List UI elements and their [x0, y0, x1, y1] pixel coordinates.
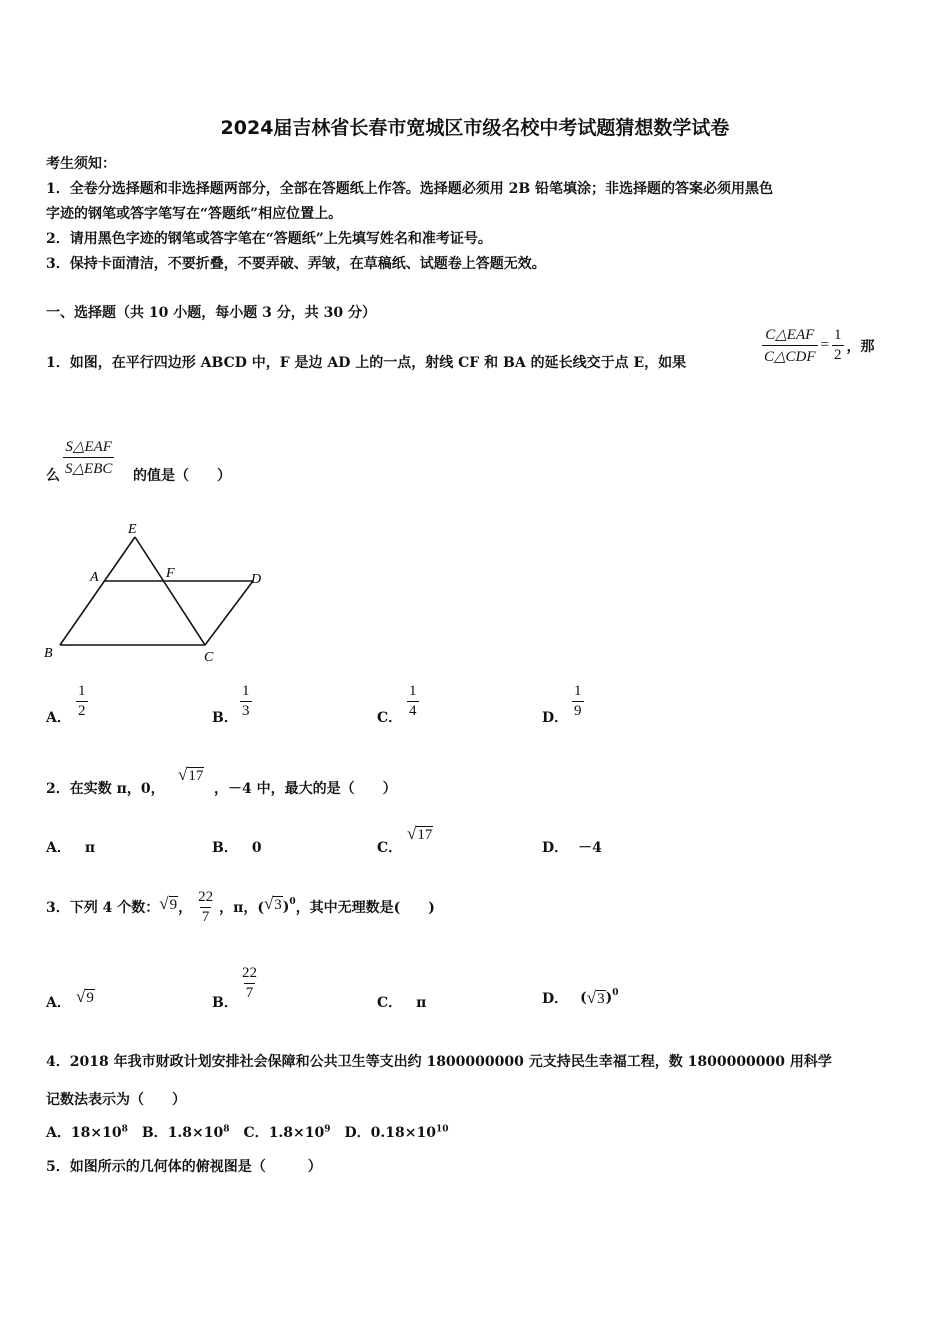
q3-option-d-exponent: 0	[612, 988, 619, 998]
q2-pre: 2．在实数 π，0，	[46, 781, 165, 797]
q1-option-d-fraction[interactable]	[572, 683, 584, 720]
q1-option-d-denominator: 9	[574, 703, 582, 719]
q1-option-b-numerator: 1	[242, 683, 250, 699]
q3-option-a-label: A．	[46, 995, 71, 1011]
q2-option-c-radicand: 17	[417, 827, 433, 843]
q1-line2-post: 的值是（ ）	[133, 468, 231, 484]
q1-ratio-fraction	[762, 325, 818, 366]
q3-post: ，其中无理数是( )	[295, 900, 435, 916]
q4-option-a-exp: 8	[121, 1124, 128, 1135]
q1-option-c-label: C．	[377, 710, 403, 726]
label-d: D	[251, 572, 262, 587]
q2-option-a-value: π	[84, 840, 96, 856]
q2-option-c-label: C．	[377, 840, 403, 856]
q4-option-c-exp: 9	[324, 1124, 331, 1135]
q3-option-c-value: π	[416, 995, 427, 1011]
q3-close: )	[282, 899, 290, 915]
label-c: C	[204, 650, 214, 665]
q1-parallelogram-figure	[40, 515, 280, 665]
q3-option-d-open: (	[580, 990, 587, 1006]
q4-option-d-base: 0.18×10	[370, 1125, 436, 1141]
q1-option-a-label: A．	[46, 710, 71, 726]
q2-option-d-label: D．	[542, 840, 569, 856]
q4-option-b-exp: 8	[223, 1124, 230, 1135]
q3-fraction-denominator: 7	[201, 908, 210, 925]
q1-option-d-label: D．	[542, 710, 569, 726]
q5-text: 5．如图所示的几何体的俯视图是（ ）	[46, 1159, 322, 1175]
q4-line-1: 4．2018 年我市财政计划安排社会保障和公共卫生等支出约 1800000000 元支持民生幸福工程，数 1800000000 用科学	[46, 1054, 832, 1070]
q4-option-b-label: B．	[141, 1125, 168, 1141]
q1-half-fraction	[832, 327, 844, 364]
q3-option-d[interactable]: D． ( √ 3 ) $^0$	[542, 987, 619, 1007]
q1-option-b-label: B．	[212, 710, 238, 726]
q4-option-a-base: 18×10	[70, 1125, 122, 1141]
q2-option-b[interactable]	[212, 837, 262, 857]
q1-option-c-numerator: 1	[409, 683, 417, 699]
q4-option-c[interactable]	[244, 1122, 331, 1142]
q1-line2-pre: 么	[46, 468, 60, 484]
q4-option-a-label: A．	[46, 1125, 71, 1141]
q4-option-d[interactable]	[345, 1122, 449, 1142]
q2-option-a[interactable]	[46, 837, 95, 857]
q2-option-a-label: A．	[46, 840, 71, 856]
q1-option-a-numerator: 1	[78, 683, 86, 699]
q3-option-a-sqrt[interactable]: √ 9	[76, 987, 94, 1006]
q3-option-d-label: D．	[542, 991, 569, 1007]
q3-fraction-numerator: 22	[198, 888, 214, 905]
q1-area-denominator: S△EBC	[63, 457, 114, 478]
label-a: A	[90, 570, 99, 585]
q3-option-b-denominator: 7	[245, 985, 254, 1001]
q1-ratio	[762, 325, 875, 366]
q3-pre: 3．下列 4 个数：	[46, 900, 160, 916]
q1-ratio-denominator: C△CDF	[762, 345, 818, 366]
q2-sqrt: √ 17	[178, 765, 204, 784]
q1-option-b-fraction[interactable]	[240, 683, 252, 720]
q3-option-d-radicand: 3	[597, 990, 605, 1007]
q3-option-d-close: )	[605, 990, 613, 1006]
q1-half-denominator: 2	[834, 347, 842, 363]
label-b: B	[44, 646, 53, 661]
q3-option-a-radicand: 9	[86, 990, 94, 1006]
page-title: 2024届吉林省长春市宽城区市级名校中考试题猜想数学试卷	[220, 117, 730, 139]
q2-option-b-value: 0	[251, 840, 262, 856]
q3-option-b-fraction[interactable]	[240, 965, 259, 1002]
q2-post: ，－4 中，最大的是（ ）	[214, 781, 397, 797]
q4-option-a[interactable]	[46, 1122, 128, 1142]
q3-option-b-label: B．	[212, 995, 238, 1011]
q1-option-a-fraction[interactable]	[76, 683, 88, 720]
q3-line: 3．下列 4 个数： √ 9 ， $\frac{22}{7}$ ，π，( √ 3 ) $^0$ ，其中无理数是( )	[46, 888, 435, 925]
q2-option-d[interactable]	[542, 837, 602, 857]
q2-sqrt-radicand: 17	[188, 768, 204, 784]
q1-tail: ，那	[846, 338, 875, 355]
q4-line-2: 记数法表示为（ ）	[46, 1092, 186, 1108]
q4-option-d-label: D．	[344, 1125, 371, 1141]
q1-text: 1．如图，在平行四边形 ABCD 中，F 是边 AD 上的一点，射线 CF 和 BA 的延长线交于点 E，如果	[46, 355, 687, 371]
q4-option-b-base: 1.8×10	[167, 1125, 224, 1141]
q3-option-b-numerator: 22	[242, 965, 257, 981]
q3-exponent: 0	[289, 897, 296, 907]
q1-area-fraction	[63, 437, 114, 478]
q1-half-numerator: 1	[834, 327, 842, 343]
label-f: F	[166, 566, 175, 581]
q3-mid: ，π，(	[219, 900, 264, 916]
q4-option-d-exp: 10	[435, 1124, 449, 1135]
q4-option-c-label: C．	[243, 1125, 269, 1141]
q2-option-d-value: －4	[578, 840, 602, 856]
q3-sqrt3: 3	[274, 896, 282, 913]
notice-line-2: 2．请用黑色字迹的钢笔或答字笔在“答题纸”上先填写姓名和准考证号。	[46, 231, 492, 247]
line-dc	[205, 581, 253, 645]
q2-option-b-label: B．	[212, 840, 238, 856]
q1-option-b-denominator: 3	[242, 703, 250, 719]
q1-ratio-numerator: C△EAF	[765, 327, 815, 343]
q4-option-b[interactable]	[142, 1122, 230, 1142]
notice-line-3: 3．保持卡面清洁，不要折叠，不要弄破、弄皱，在草稿纸、试题卷上答题无效。	[46, 256, 546, 272]
section-heading: 一、选择题（共 10 小题，每小题 3 分，共 30 分）	[46, 305, 376, 321]
q3-sqrt9: 9	[169, 896, 178, 913]
q3-option-c-label: C．	[377, 995, 403, 1011]
q2-option-c-sqrt[interactable]: √ 17	[407, 824, 433, 843]
q4-options	[46, 1122, 449, 1142]
q4-option-c-base: 1.8×10	[268, 1125, 325, 1141]
q1-option-d-numerator: 1	[574, 683, 582, 699]
line-ec	[135, 537, 205, 645]
q3-comma: ，	[178, 900, 193, 916]
q1-area-numerator: S△EAF	[65, 439, 112, 455]
notice-line-1a: 1．全卷分选择题和非选择题两部分，全部在答题纸上作答。选择题必须用 2B 铅笔填涂；非选择题的答案必须用黑色	[46, 181, 774, 197]
notice-line-1b: 字迹的钢笔或答字笔写在“答题纸”相应位置上。	[46, 206, 343, 222]
line-be	[60, 537, 135, 645]
q3-option-c[interactable]	[377, 992, 426, 1012]
q1-equals: =	[820, 337, 830, 353]
q1-option-c-fraction[interactable]	[407, 683, 419, 720]
label-e: E	[128, 522, 137, 537]
q1-option-a-denominator: 2	[78, 703, 86, 719]
notice-heading: 考生须知：	[46, 156, 116, 172]
q1-option-c-denominator: 4	[409, 703, 417, 719]
